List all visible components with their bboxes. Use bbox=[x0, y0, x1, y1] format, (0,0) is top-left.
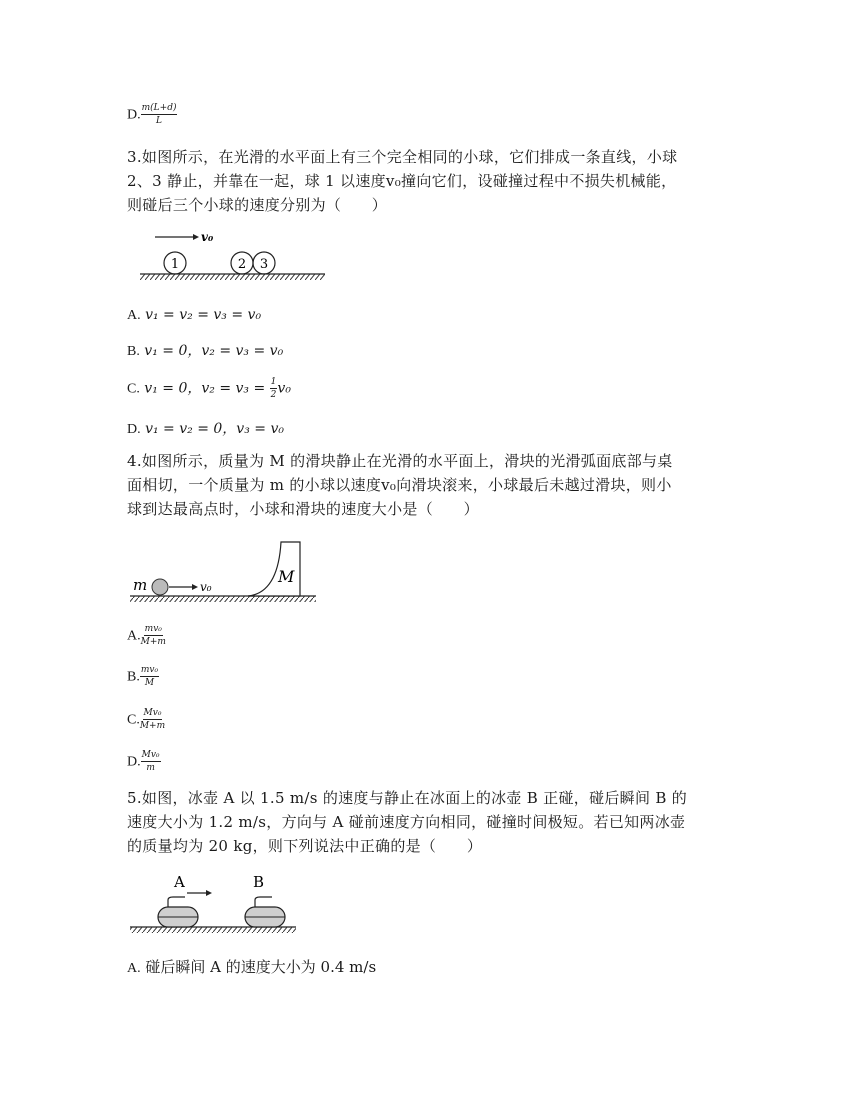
option-label: D. bbox=[127, 754, 141, 770]
stem-line: 5.如图，冰壶 A 以 1.5 m/s 的速度与静止在冰面上的冰壶 B 正碰，碰后瞬间 B 的 bbox=[127, 789, 688, 807]
ground-hatch bbox=[130, 927, 296, 933]
fraction-denominator: 2 bbox=[270, 390, 277, 400]
fraction-numerator: mv₀ bbox=[140, 665, 159, 675]
arrow-head-icon bbox=[206, 890, 212, 896]
ball bbox=[152, 579, 168, 595]
q3-option-a bbox=[127, 305, 261, 326]
q4-option-d bbox=[127, 750, 161, 773]
option-label: A. bbox=[127, 961, 141, 976]
fraction bbox=[140, 708, 165, 731]
q4-option-b bbox=[127, 665, 159, 688]
ground-hatch bbox=[130, 596, 316, 602]
block-mass-label: M bbox=[278, 567, 295, 586]
q2-option-d bbox=[127, 103, 177, 126]
option-label: D. bbox=[127, 422, 141, 437]
q3-option-d bbox=[127, 419, 284, 440]
ground-hatch bbox=[140, 274, 325, 280]
fraction bbox=[141, 750, 161, 773]
stem-line: 则碰后三个小球的速度分别为（ ） bbox=[127, 196, 388, 214]
option-text: v₁ = v₂ = 0，v₃ = v₀ bbox=[145, 421, 284, 437]
option-label: C. bbox=[127, 712, 140, 728]
curling-stone-b bbox=[245, 897, 285, 927]
option-label: A. bbox=[127, 308, 141, 323]
arrow-head-icon bbox=[193, 234, 199, 240]
stem-line: 2、3 静止，并靠在一起，球 1 以速度v₀撞向它们，设碰撞过程中不损失机械能， bbox=[127, 172, 677, 190]
curling-stone-a bbox=[158, 897, 198, 927]
q3-stem bbox=[127, 145, 737, 217]
stem-line: 3.如图所示，在光滑的水平面上有三个完全相同的小球，它们排成一条直线，小球 bbox=[127, 148, 678, 166]
ball-3-label: 3 bbox=[259, 257, 269, 272]
fraction-numerator: mv₀ bbox=[144, 624, 162, 634]
q3-option-c bbox=[127, 377, 291, 400]
q3-figure bbox=[135, 226, 335, 288]
stem-line: 的质量均为 20 kg，则下列说法中正确的是（ ） bbox=[127, 837, 483, 855]
fraction bbox=[141, 103, 178, 126]
fraction-numerator: Mv₀ bbox=[141, 750, 160, 760]
fraction-denominator: M bbox=[144, 678, 155, 688]
option-text: v₁ = 0，v₂ = v₃ = v₀ bbox=[144, 343, 284, 359]
option-text: 碰后瞬间 A 的速度大小为 0.4 m/s bbox=[145, 958, 377, 976]
fraction-denominator: m bbox=[146, 763, 155, 773]
stem-line: 球到达最高点时，小球和滑块的速度大小是（ ） bbox=[127, 500, 479, 518]
stem-line: 面相切，一个质量为 m 的小球以速度v₀向滑块滚来，小球最后未越过滑块，则小 bbox=[127, 476, 672, 494]
q4-option-c bbox=[127, 708, 165, 731]
q4-stem bbox=[127, 449, 737, 521]
q3-option-b bbox=[127, 341, 283, 362]
option-label: C. bbox=[127, 381, 140, 397]
arrow-head-icon bbox=[192, 584, 198, 590]
q5-stem bbox=[127, 786, 737, 858]
fraction bbox=[140, 665, 159, 688]
q4-figure bbox=[128, 538, 323, 606]
ball-mass-label: m bbox=[133, 576, 148, 594]
option-text: v₀ bbox=[277, 380, 291, 397]
q5-option-a bbox=[127, 957, 376, 979]
fraction-denominator: M+m bbox=[139, 721, 166, 731]
stem-line: 速度大小为 1.2 m/s，方向与 A 碰前速度方向相同，碰撞时间极短。若已知两冰壶 bbox=[127, 813, 686, 831]
velocity-label: v₀ bbox=[200, 580, 212, 594]
fraction bbox=[141, 624, 166, 647]
option-label: A. bbox=[127, 628, 141, 644]
q5-figure bbox=[128, 866, 303, 938]
stone-a-label: A bbox=[174, 873, 185, 891]
fraction-numerator: Mv₀ bbox=[143, 708, 162, 718]
option-text: v₁ = 0，v₂ = v₃ = bbox=[144, 380, 266, 397]
fraction-numerator: 1 bbox=[270, 377, 277, 387]
velocity-label: v₀ bbox=[201, 230, 214, 244]
stem-line: 4.如图所示，质量为 M 的滑块静止在光滑的水平面上，滑块的光滑弧面底部与桌 bbox=[127, 452, 673, 470]
ball-2-label: 2 bbox=[237, 257, 247, 272]
stone-b-label: B bbox=[253, 873, 265, 891]
option-text: v₁ = v₂ = v₃ = v₀ bbox=[145, 307, 262, 323]
q4-option-a bbox=[127, 624, 166, 647]
fraction-denominator: M+m bbox=[140, 637, 166, 647]
fraction-denominator: L bbox=[156, 116, 163, 126]
ball-1-label: 1 bbox=[170, 257, 180, 272]
option-label: B. bbox=[127, 344, 140, 359]
option-label: D. bbox=[127, 107, 141, 123]
option-label: B. bbox=[127, 669, 140, 685]
fraction-numerator: m(L+d) bbox=[141, 103, 177, 113]
